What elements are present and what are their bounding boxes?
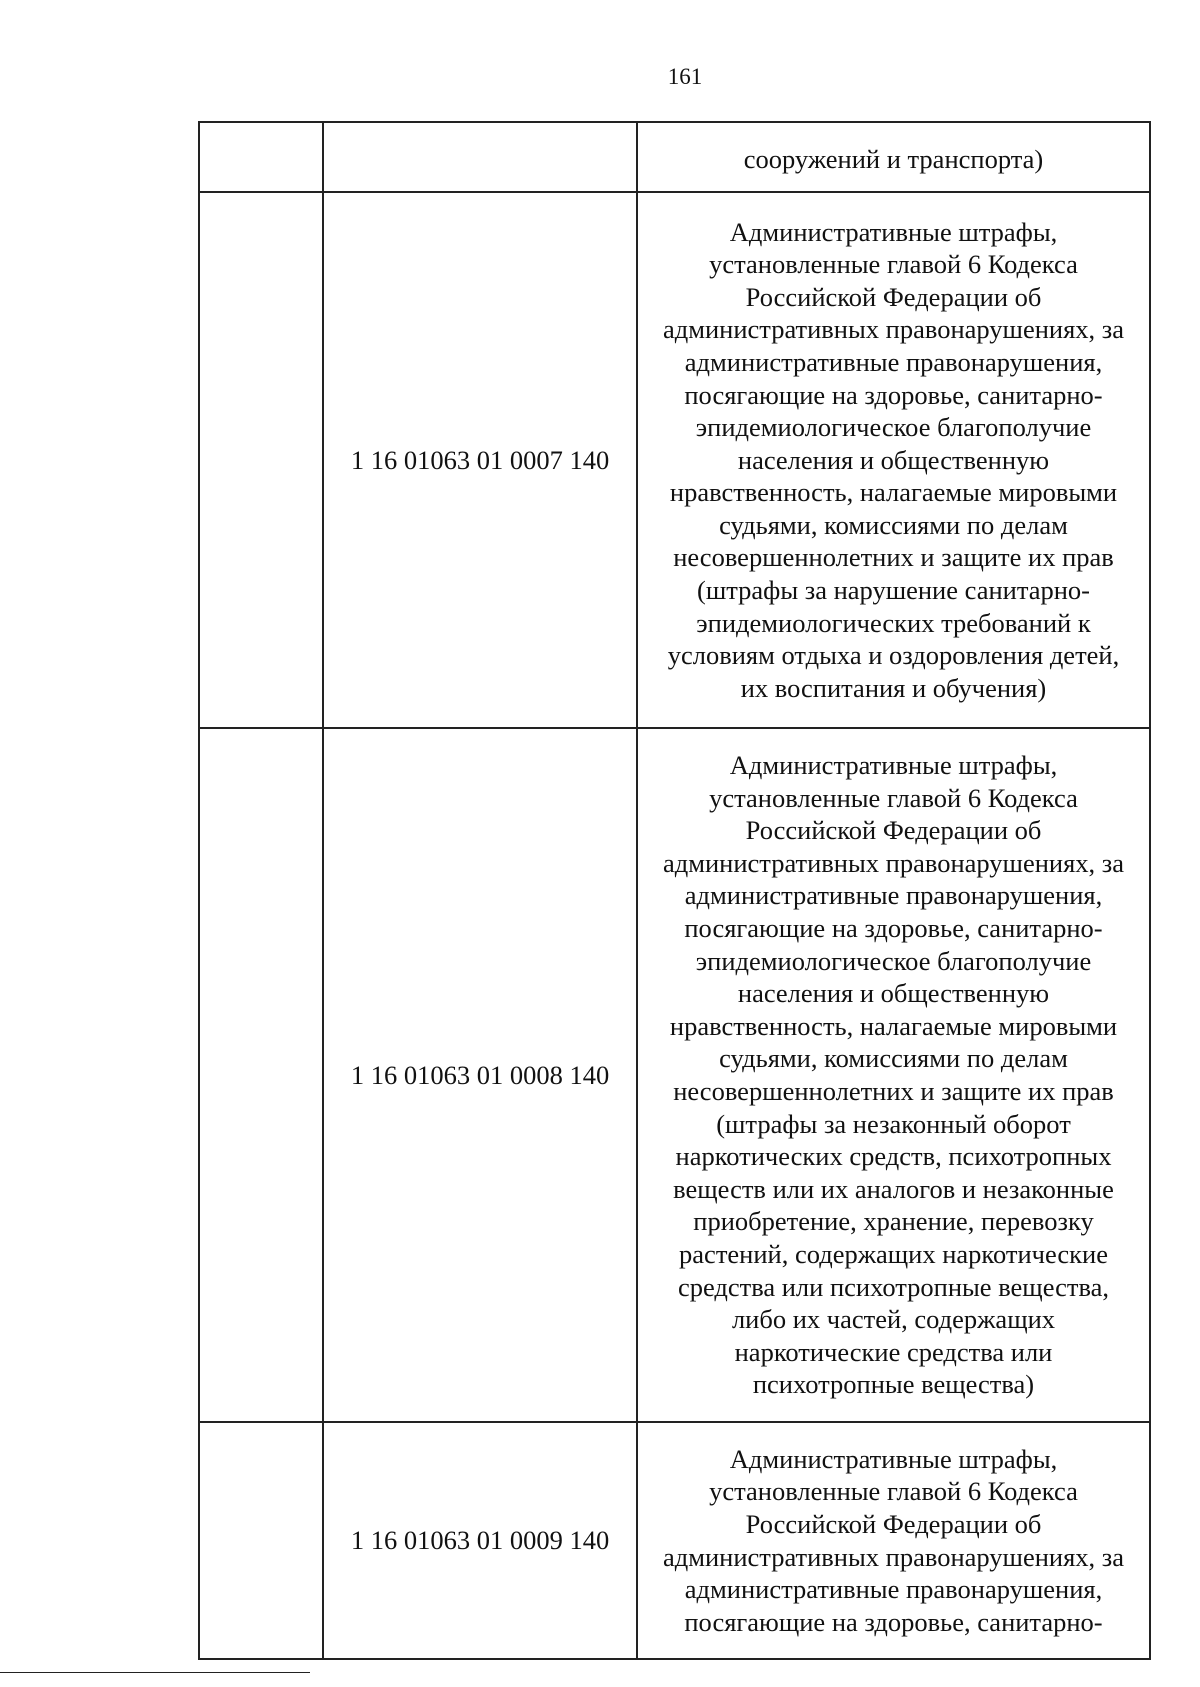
description-line: средства или психотропные вещества,: [677, 1271, 1110, 1302]
row-number-cell: [199, 1422, 323, 1659]
description-line: их воспитания и обучения): [740, 672, 1047, 703]
description-line: (штрафы за нарушение санитарно-: [697, 575, 1090, 606]
description-line: административные правонарушения,: [684, 1574, 1103, 1605]
description-line: несовершеннолетних и защите их прав: [673, 542, 1114, 573]
description-line: населения и общественную: [737, 444, 1050, 475]
description-line: населения и общественную: [737, 978, 1050, 1009]
description-line: веществ или их аналогов и незаконные: [673, 1173, 1114, 1204]
description-line: наркотических средств, психотропных: [675, 1141, 1112, 1172]
description-line: посягающие на здоровье, санитарно-: [684, 379, 1103, 410]
description-line: наркотические средства или: [734, 1336, 1053, 1367]
row-number-cell: [199, 122, 323, 192]
description-line: административные правонарушения,: [684, 880, 1103, 911]
table-row: [199, 1422, 1150, 1659]
description-line: несовершеннолетних и защите их прав: [673, 1076, 1114, 1106]
description-line: установленные главой 6 Кодекса: [709, 782, 1078, 813]
row-number-cell: [199, 728, 323, 1422]
code-cell: [323, 122, 637, 192]
description-line: эпидемиологическое благополучие: [695, 945, 1092, 976]
description-line: Российской Федерации об: [745, 1508, 1042, 1539]
description-line: посягающие на здоровье, санитарно-: [684, 1606, 1103, 1637]
description-line: Административные штрафы,: [729, 1443, 1058, 1474]
description-line: нравственность, налагаемые мировыми: [669, 477, 1118, 508]
description-line: условиям отдыха и оздоровления детей,: [667, 640, 1120, 671]
description-line: судьями, комиссиями по делам: [719, 509, 1068, 540]
code-cell: 1 16 01063 01 0008 140: [323, 728, 637, 1422]
description-line: приобретение, хранение, перевозку: [693, 1206, 1094, 1237]
description-line: установленные главой 6 Кодекса: [709, 1476, 1078, 1507]
description-line: установленные главой 6 Кодекса: [709, 249, 1078, 280]
table-row: [199, 728, 1150, 1422]
description-line: Российской Федерации об: [745, 815, 1042, 846]
description-line: эпидемиологических требований к: [696, 607, 1091, 638]
description-line: административных правонарушениях, за: [662, 1541, 1124, 1572]
description-cell: [637, 192, 1150, 728]
description-line: (штрафы за незаконный оборот: [716, 1108, 1071, 1139]
footnote-divider: [0, 1672, 310, 1673]
description-line: растений, содержащих наркотические: [679, 1238, 1108, 1269]
table-row: [199, 122, 1150, 192]
description-line: судьями, комиссиями по делам: [719, 1043, 1068, 1074]
code-cell: 1 16 01063 01 0009 140: [323, 1422, 637, 1659]
description-line: административные правонарушения,: [684, 346, 1103, 377]
description-cell: [637, 1422, 1150, 1659]
description-line: психотропные вещества): [752, 1369, 1035, 1400]
description-cell: [637, 122, 1150, 192]
row-number-cell: [199, 192, 323, 728]
description-line: эпидемиологическое благополучие: [695, 412, 1092, 443]
description-line: либо их частей, содержащих: [731, 1304, 1056, 1335]
description-line: Административные штрафы,: [729, 216, 1058, 247]
description-line: административных правонарушениях, за: [662, 314, 1124, 345]
budget-classification-table: [198, 121, 1151, 1660]
description-line: Российской Федерации об: [745, 281, 1042, 312]
description-line: административных правонарушениях, за: [662, 847, 1124, 878]
page-number: 161: [667, 64, 703, 89]
description-cell: [637, 728, 1150, 1422]
description-line: посягающие на здоровье, санитарно-: [684, 913, 1103, 944]
table-row: [199, 192, 1150, 728]
description-line: нравственность, налагаемые мировыми: [669, 1010, 1118, 1041]
description-line: сооружений и транспорта): [743, 143, 1044, 174]
description-line: Административные штрафы,: [729, 750, 1058, 781]
code-cell: 1 16 01063 01 0007 140: [323, 192, 637, 728]
